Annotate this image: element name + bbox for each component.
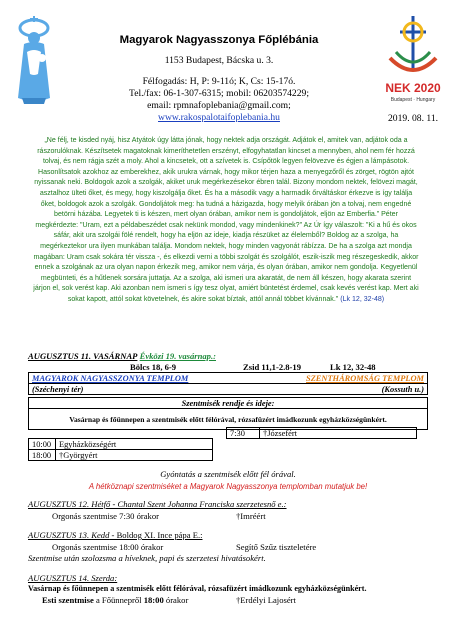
day1-feast: Évközi 19. vasárnap.: xyxy=(139,351,216,361)
day2-intention: †Imréért xyxy=(236,511,266,521)
bulletin-date: 2019. 08. 11. xyxy=(388,113,439,124)
mass-intention: †Józsefért xyxy=(260,428,417,439)
office-hours: Félfogadás: H, P: 9-11ó; K, Cs: 15-17ó. xyxy=(142,76,296,87)
schedule-title: Szentmisék rendje és ideje: xyxy=(29,398,428,409)
weekday-announcement-text: A hétköznapi szentmiséket a Magyarok Nagyasszonya templomban mutatjuk be! xyxy=(88,482,368,491)
reading-2: Zsid 11,1-2.8-19 xyxy=(243,362,302,372)
mass-schedule-table xyxy=(28,372,428,395)
phone-numbers: Tel./fax: 06-1-307-6315; mobil: 06203574229; xyxy=(129,88,309,99)
day4-note: Vasárnap és főünnepen a szentmisék előtt félórával, rózsafüzért imádkozunk egyházközségünkért. xyxy=(28,584,367,593)
day3-date: AUGUSZTUS 13. Kedd xyxy=(28,530,110,540)
day4-mass-suffix: órakor xyxy=(163,595,189,605)
day4-mass-time: 18:00 xyxy=(143,595,164,605)
mass-intention: †Györgyért xyxy=(56,450,213,461)
gospel-passage xyxy=(32,136,420,306)
church-right-location: (Kossuth u.) xyxy=(255,384,428,395)
day4-mass xyxy=(42,595,188,605)
day2-mass: Orgonás szentmise 7:30 órakor xyxy=(52,511,160,521)
day3-note: Szentmise után szolozsma a híveknek, papi és szerzetesi hivatásokért. xyxy=(28,553,266,563)
day3-intention: Segítő Szűz tiszteletére xyxy=(236,542,317,552)
nek-2020-logo xyxy=(380,12,446,112)
nek-logo-subtitle: Budapest · Hungary xyxy=(390,97,436,103)
email-address: email: rpmnafoplebania@gmail.com; xyxy=(147,100,291,111)
nek-logo-title: NEK 2020 xyxy=(385,81,441,95)
schedule-details-table xyxy=(28,397,428,430)
day4-heading: AUGUSZTUS 14. Szerda: xyxy=(28,573,118,583)
mass-time: 7:30 xyxy=(227,428,260,439)
day4-mass-label: Esti szentmise xyxy=(42,595,94,605)
mary-statue-logo xyxy=(8,14,60,106)
day4-intention: †Erdélyi Lajosért xyxy=(236,595,296,605)
gospel-reference: (Lk 12, 32-48) xyxy=(340,295,385,303)
weekday-announcement xyxy=(28,481,428,491)
right-church-rows xyxy=(226,427,417,439)
day3-mass: Orgonás szentmise 18:00 órakor xyxy=(52,542,164,552)
day2-heading: AUGUSZTUS 12. Hétfő - Chantal Szent Johanna Franciska szerzetesnő e.: xyxy=(28,499,287,509)
rosary-note: Vasárnap és főünnepen a szentmisék előtt félórával, rózsafüzért imádkozunk egyházközségünkért. xyxy=(29,409,428,430)
table-row xyxy=(29,439,213,450)
day3-heading xyxy=(28,530,202,540)
day1-date: AUGUSZTUS 11. VASÁRNAP xyxy=(28,351,138,361)
church-left-location: (Széchenyi tér) xyxy=(29,384,255,395)
day4-mass-place: a Főünnepről xyxy=(93,595,144,605)
mass-time: 18:00 xyxy=(29,450,56,461)
parish-address: 1153 Budapest, Bácska u. 3. xyxy=(164,55,274,66)
reading-1: Bölcs 18, 6-9 xyxy=(130,362,177,372)
church-left-name: MAGYAROK NAGYASSZONYA TEMPLOM xyxy=(29,373,255,384)
left-church-rows xyxy=(28,438,213,461)
table-row xyxy=(29,450,213,461)
website-link[interactable]: www.rakospalotaifoplebania.hu xyxy=(158,112,280,123)
confession-note: Gyóntatás a szentmisék előtt fél órával. xyxy=(160,469,296,479)
day3-saint: - Boldog XI. Ince pápa E.: xyxy=(109,530,203,540)
gospel-reading: Lk 12, 32-48 xyxy=(330,362,376,372)
mass-intention: Egyházközségért xyxy=(56,439,213,450)
gospel-text: „Ne félj, te kisded nyáj, hisz Atyátok úgy látta jónak, hogy nektek adja országát. Adjátok el, amitek van, adjátok oda a rászorulóknak. Készítsetek magatoknak kimeríthetetlen erszényt, elfogyhatatlan kincset a mennyben, ahol nem fér hozzá tolvaj, és nem rágja szét a moly. Ahol a kincsetek, ott a szívetek is. Csípőtök legyen felövezve és égjen a lámpásotok. Hasonlítsatok azokhoz az emberekhez, akik urukra várnak, hogy mikor térjen haza a menyegzőről és zörget, rögtön ajtót nyissanak neki. Boldogok azok a szolgák, akiket uruk megérkezésekor ébren talál. Bizony mondom nektek, felövezi magát, asztalhoz ülteti őket, és megy, hogy kiszolgálja őket. És ha a második vagy a harmadik őrváltáskor érkezve is így találja őket, boldogok azok a szolgák. Gondoljátok meg: ha tudná a házigazda, hogy melyik órában jön a tolvaj, nem engedné betörni házába. Legyetek ti is készen, mert olyan órában, amikor nem is gondoljátok, eljön az Emberfia.” Péter megkérdezte: "Uram, ezt a példabeszédet csak nekünk mondod, vagy mindenkinek?" Az Úr így válaszolt: "Ki a hű és okos sáfár, akit ura szolgái fölé rendelt, hogy ha eljön az ideje, kiadja részüket az élelemből? Boldog az a szolga, ha megérkeztekor ura ilyen munkában találja. Mondom nektek, hogy minden vagyonát rábízza. De ha a szolga azt mondja magában: Uram csak sokára tér vissza -, és elkezdi verni a többi szolgát és szolgálót, eszik-iszik meg részegeskedik, akkor ennek a szolgának az ura olyan napon érkezik meg, amikor nem várja, és olyan órában, amikor nem gondolja. Kegyetlenül megbünteti, és a hűtlenek sorsára juttatja. Az a szolga, aki ismeri ura akaratát, de nem áll készen, hogy akarata szerint járjon el, sok verést kap. Aki azonban nem ismeri s így tesz olyat, amiért büntetést érdemel, csak kevés verést kap. Mert aki sokat kapott, attól sokat követelnek, és akire sokat bíztak, attól annál többet kívánnak." xyxy=(33,137,419,303)
mass-time: 10:00 xyxy=(29,439,56,450)
parish-title: Magyarok Nagyasszonya Főplébánia xyxy=(119,34,319,46)
church-right-name: SZENTHÁROMSÁG TEMPLOM xyxy=(255,373,428,384)
day1-heading xyxy=(28,351,216,361)
